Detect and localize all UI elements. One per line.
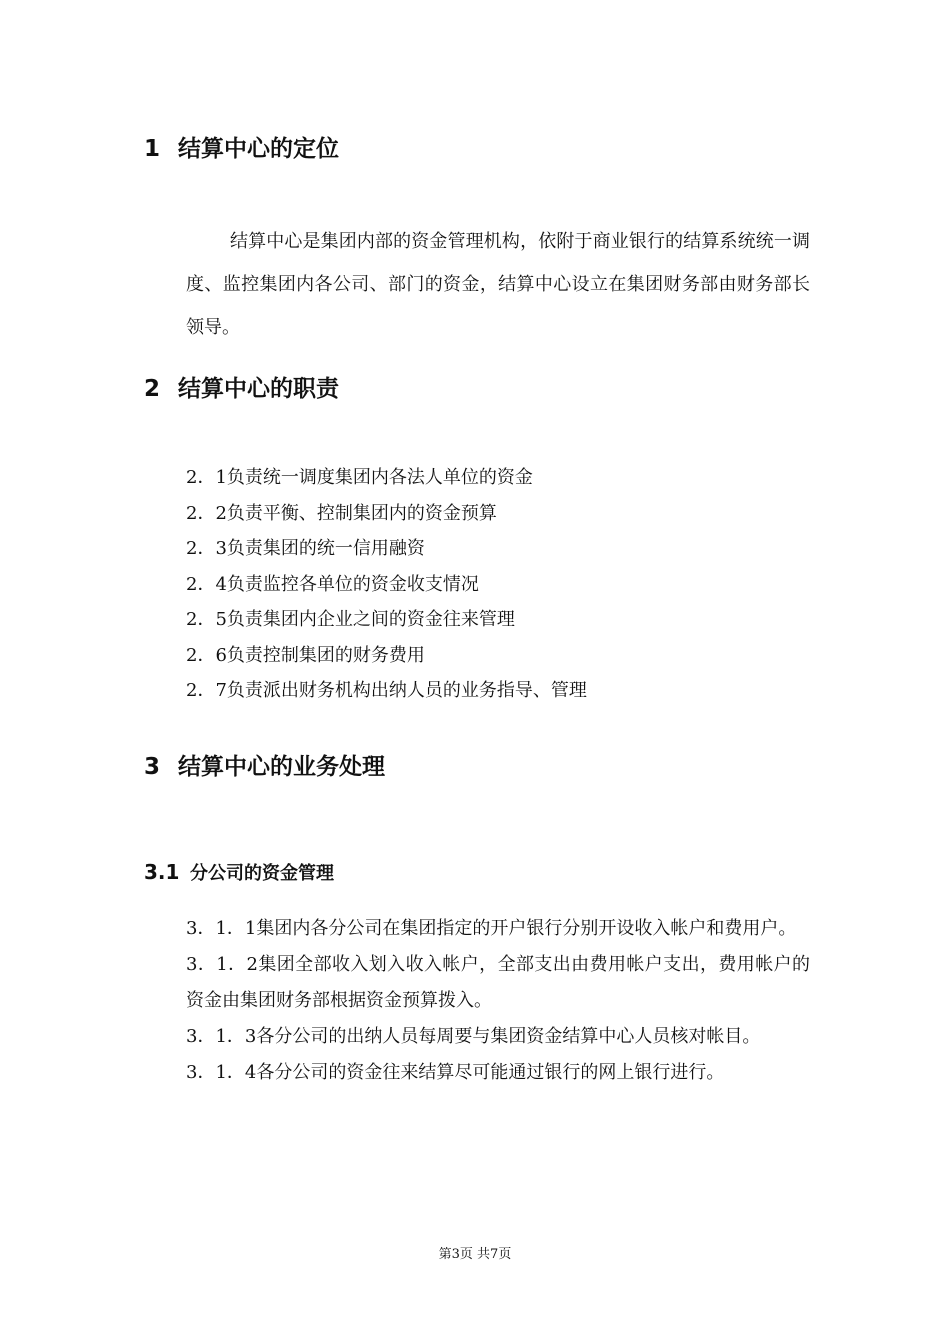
section-title: 结算中心的业务处理 xyxy=(178,754,385,780)
list-item: 2．4负责监控各单位的资金收支情况 xyxy=(186,573,479,595)
list-item: 2．2负责平衡、控制集团内的资金预算 xyxy=(186,502,497,524)
list-item: 3．1．4各分公司的资金往来结算尽可能通过银行的网上银行进行。 xyxy=(186,1062,725,1083)
section-number: 2 xyxy=(144,376,161,402)
page-footer xyxy=(0,1246,950,1264)
list-item: 2．5负责集团内企业之间的资金往来管理 xyxy=(186,609,515,630)
section-title: 结算中心的定位 xyxy=(178,136,339,162)
section-number: 1 xyxy=(144,136,161,162)
responsibilities-list xyxy=(186,460,587,709)
list-item: 2．3负责集团的统一信用融资 xyxy=(186,538,425,559)
section-1-paragraph: 结算中心是集团内部的资金管理机构，依附于商业银行的结算系统统一调度、监控集团内各公司、部门的资金，结算中心设立在集团财务部由财务部长领导。 xyxy=(186,231,810,338)
section-title: 结算中心的职责 xyxy=(178,376,339,402)
page-number-label: 第3页 共7页 xyxy=(438,1247,512,1262)
subsection-number: 3.1 xyxy=(144,860,180,884)
subsection-title: 分公司的资金管理 xyxy=(190,863,334,884)
subsection-heading-3-1 xyxy=(144,858,334,888)
list-item: 3．1．3各分公司的出纳人员每周要与集团资金结算中心人员核对帐目。 xyxy=(186,1026,761,1047)
list-item: 2．7负责派出财务机构出纳人员的业务指导、管理 xyxy=(186,680,587,701)
section-heading-3 xyxy=(144,752,385,782)
section-heading-2 xyxy=(144,374,339,404)
list-item: 2．6负责控制集团的财务费用 xyxy=(186,644,425,666)
fund-management-list xyxy=(186,911,810,1091)
list-item: 3．1．1集团内各分公司在集团指定的开户银行分别开设收入帐户和费用户。 xyxy=(186,918,797,939)
section-heading-1 xyxy=(144,134,339,164)
list-item: 2．1负责统一调度集团内各法人单位的资金 xyxy=(186,467,533,488)
list-item: 3．1．2集团全部收入划入收入帐户，全部支出由费用帐户支出，费用帐户的资金由集团财务部根据资金预算拨入。 xyxy=(186,954,810,1011)
section-number: 3 xyxy=(144,754,161,780)
